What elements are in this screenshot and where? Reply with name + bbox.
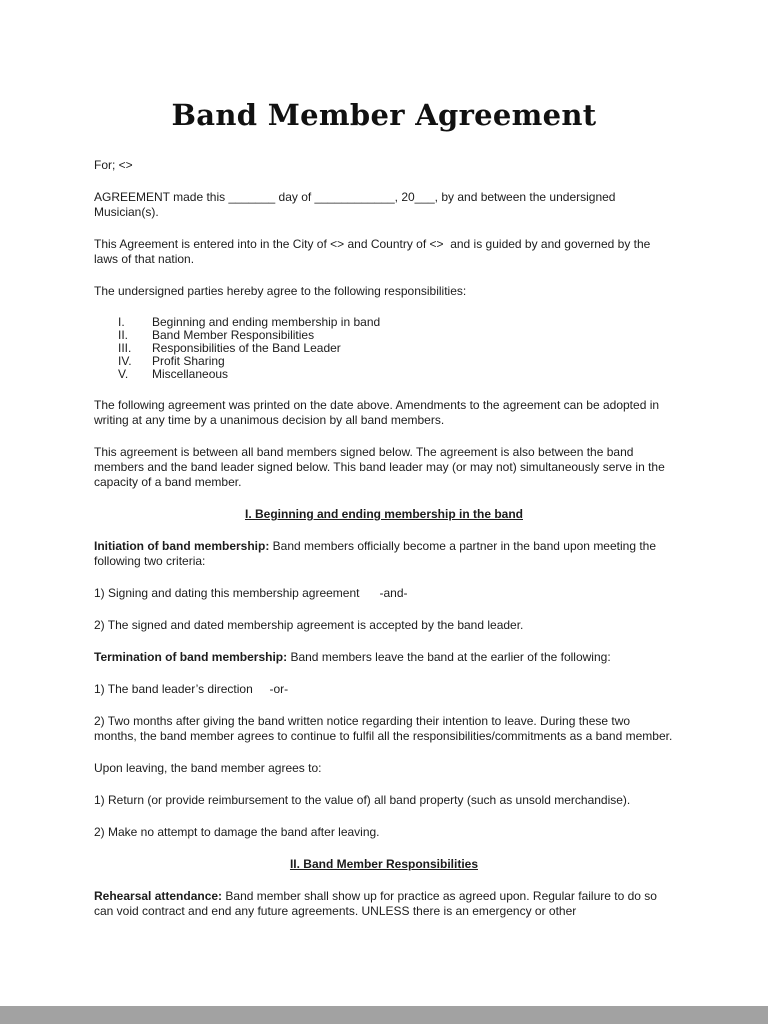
- paragraph-agreement-made: AGREEMENT made this _______ day of ____________, 20___, by and between the undersigned Musician(s).: [94, 190, 619, 219]
- paragraph-initiation-item-2: 2) The signed and dated membership agreement is accepted by the band leader.: [94, 618, 524, 632]
- paragraph-initiation: [94, 539, 674, 569]
- paragraph-leaving-item-2: 2) Make no attempt to damage the band after leaving.: [94, 825, 380, 839]
- paragraph-printed-date: The following agreement was printed on the date above. Amendments to the agreement can be adopted in writing at any time by a unanimous decision by all band members.: [94, 398, 663, 427]
- section-heading-membership: I. Beginning and ending membership in the band: [244, 507, 523, 521]
- paragraph-entered-into: This Agreement is entered into in the City of <> and Country of <> and is guided by and governed by the laws of that nation.: [94, 237, 654, 266]
- paragraph-termination-item-1: 1) The band leader’s direction -or-: [94, 682, 289, 696]
- paragraph-upon-leaving: Upon leaving, the band member agrees to:: [94, 761, 322, 775]
- list-item-text: Band Member Responsibilities: [152, 328, 315, 342]
- paragraph-between-members: This agreement is between all band members signed below. The agreement is also between the band members and the band leader signed below. This band leader may (or may not) simultaneously serve in the capacity of a band member.: [94, 445, 669, 489]
- paragraph-termination: [94, 650, 674, 665]
- list-item-text: Miscellaneous: [152, 367, 229, 381]
- paragraph-rehearsal: [94, 889, 674, 919]
- rehearsal-label: Rehearsal attendance:: [94, 889, 223, 903]
- list-item-numeral: I.: [118, 315, 125, 329]
- paragraph-initiation-item-1: 1) Signing and dating this membership agreement -and-: [94, 586, 408, 600]
- list-item-numeral: V.: [118, 367, 129, 381]
- termination-text: Band members leave the band at the earlier of the following:: [287, 650, 611, 664]
- rehearsal-text: Band member shall show up for practice as agreed upon. Regular failure to do so can void contract and end any future agreements. UNLESS there is an emergency or other: [94, 889, 661, 918]
- initiation-text: Band members officially become a partner in the band upon meeting the following two criteria:: [94, 539, 660, 568]
- responsibilities-list: [94, 316, 674, 381]
- paragraph-leaving-item-1: 1) Return (or provide reimbursement to the value of) all band property (such as unsold merchandise).: [94, 793, 631, 807]
- list-item-text: Beginning and ending membership in band: [152, 315, 381, 329]
- list-item-text: Profit Sharing: [152, 354, 225, 368]
- document-title: Band Member Agreement: [171, 98, 597, 132]
- list-item-numeral: II.: [118, 328, 129, 342]
- list-item: [118, 368, 674, 381]
- list-item-text: Responsibilities of the Band Leader: [152, 341, 341, 355]
- termination-label: Termination of band membership:: [94, 650, 288, 664]
- viewer-bottom-strip: [0, 1006, 768, 1024]
- section-heading-responsibilities: II. Band Member Responsibilities: [289, 857, 479, 871]
- initiation-label: Initiation of band membership:: [94, 539, 270, 553]
- paragraph-undersigned-parties: The undersigned parties hereby agree to the following responsibilities:: [94, 284, 467, 298]
- list-item-numeral: III.: [118, 341, 132, 355]
- list-item-numeral: IV.: [118, 354, 132, 368]
- for-line: For; <>: [94, 158, 133, 172]
- paragraph-termination-item-2: 2) Two months after giving the band written notice regarding their intention to leave. During these two months, the band member agrees to continue to fulfil all the responsibilities/commitments as a band member.: [94, 714, 673, 743]
